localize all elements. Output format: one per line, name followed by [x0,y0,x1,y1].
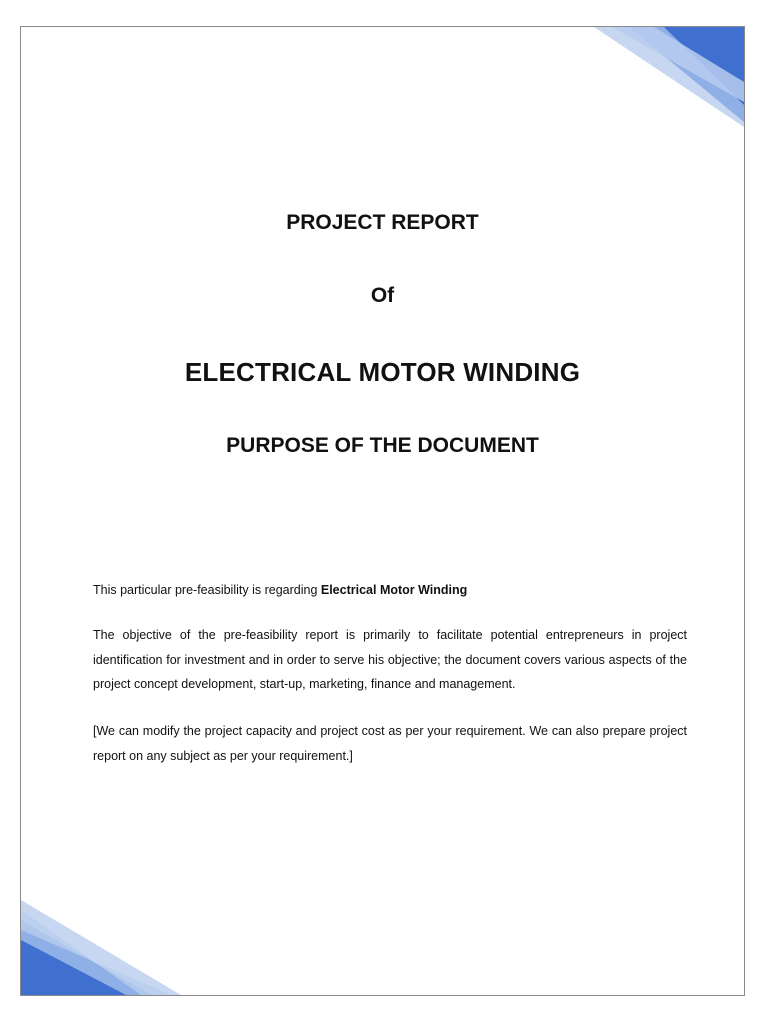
intro-subject: Electrical Motor Winding [320,583,468,597]
objective-paragraph: The objective of the pre-feasibility report is primarily to facilitate potential entrepreneurs in project identification for investment and in order to serve his objective; the document covers various aspects of the project concept development, start-up, marketing, finance and management. [93,628,687,691]
title-of: Of [370,284,395,307]
document-page [20,26,745,996]
intro-paragraph [93,578,687,603]
note-paragraph: [We can modify the project capacity and project cost as per your requirement. We can also prepare project report on any subject as per your requirement.] [93,724,687,763]
corner-decoration-bottom-left [21,900,181,995]
title-main-subject: ELECTRICAL MOTOR WINDING [184,357,581,387]
corner-decoration-top-right [594,27,744,127]
intro-prefix: This particular pre-feasibility is regarding [93,583,321,597]
title-project-report: PROJECT REPORT [286,211,479,234]
title-purpose: PURPOSE OF THE DOCUMENT [226,434,539,457]
